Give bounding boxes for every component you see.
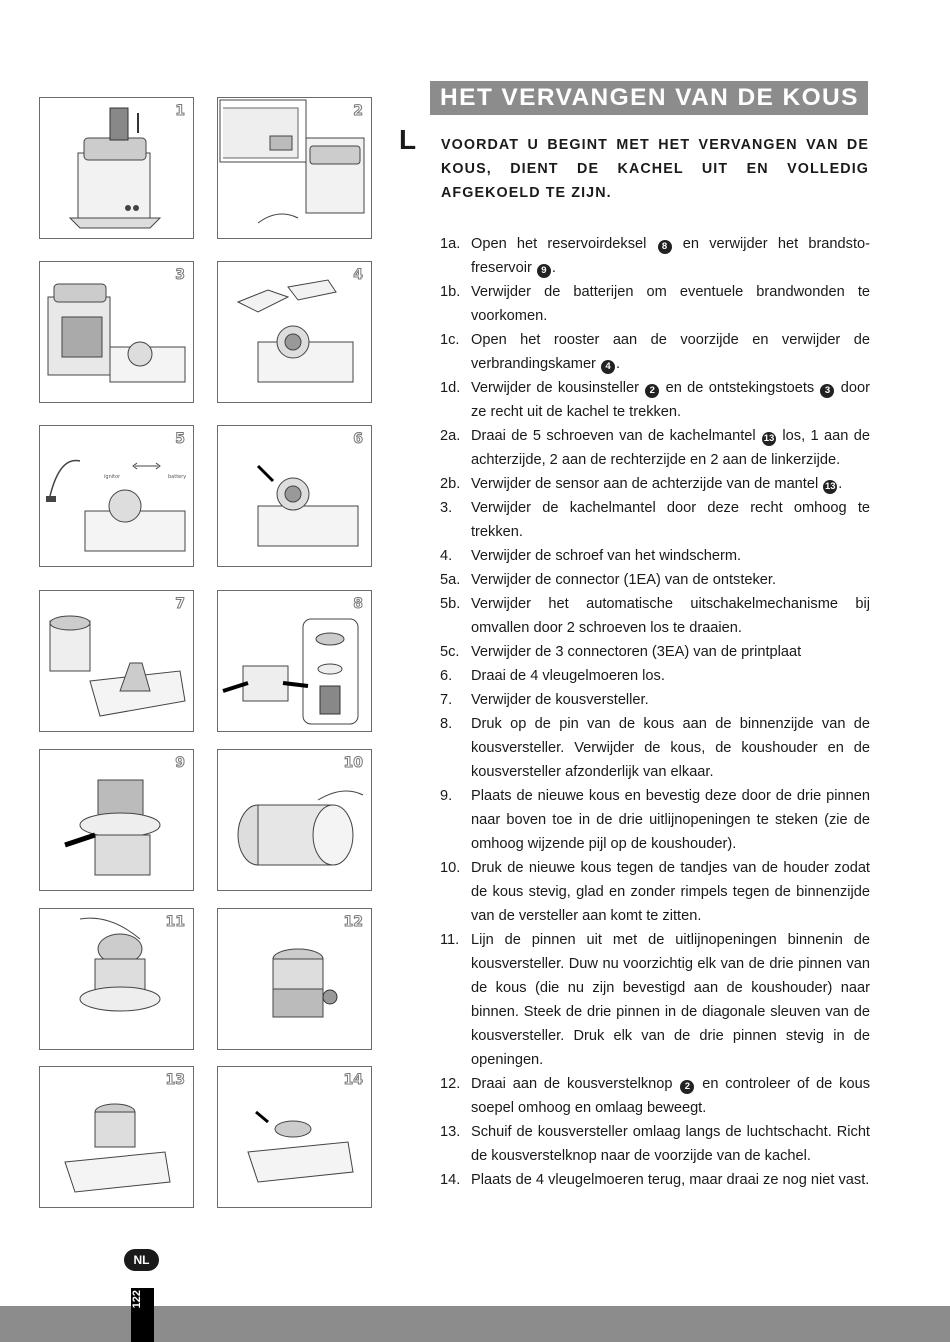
step-number: 2b. (440, 476, 461, 492)
step-number: 1a. (440, 236, 461, 252)
step-number: 1d. (440, 380, 461, 396)
step-item: 8. Druk op de pin van de kous aan de binnenzijde van de kousversteller. Verwijder de kous, de koushouder en de kousversteller afzonderlijk van elkaar. (440, 712, 870, 784)
step-item: 5c. Verwijder de 3 connectoren (3EA) van de printplaat (440, 640, 870, 664)
heater-illustration (218, 591, 371, 731)
battery-label: battery (168, 474, 187, 480)
figure-number: 13 (165, 1072, 185, 1088)
figure-12 (217, 908, 372, 1050)
figure-9 (39, 749, 194, 891)
figure-8 (217, 590, 372, 732)
figure-13 (39, 1066, 194, 1208)
heater-illustration (218, 1067, 371, 1207)
steps-list (440, 232, 870, 1192)
figure-number: 1 (175, 103, 185, 119)
figure-number: 8 (353, 596, 363, 612)
part-number-badge: 4 (601, 360, 615, 374)
step-item: 1b. Verwijder de batterijen om eventuele brandwonden te voorkomen. (440, 280, 870, 328)
step-number: 4. (440, 548, 453, 564)
step-item: 7. Verwijder de kousversteller. (440, 688, 870, 712)
figure-number: 10 (343, 755, 363, 771)
heater-illustration (218, 909, 371, 1049)
figure-3 (39, 261, 194, 403)
step-item: 14. Plaats de 4 vleugelmoeren terug, maar draai ze nog niet vast. (440, 1168, 870, 1192)
step-number: 13. (440, 1124, 461, 1140)
step-item: 5a. Verwijder de connector (1EA) van de ontsteker. (440, 568, 870, 592)
figure-number: 4 (353, 267, 363, 283)
step-item: 1d. Verwijder de kousinsteller 2 en de ontstekingstoets 3 door ze recht uit de kachel te trekken. (440, 376, 870, 424)
warning-text: VOORDAT U BEGINT MET HET VERVANGEN VAN DE KOUS, DIENT DE KACHEL UIT EN VOLLEDIG AFGEKOELD TE ZIJN. (441, 137, 869, 201)
step-item: 4. Verwijder de schroef van het windscherm. (440, 544, 870, 568)
part-number-badge: 2 (680, 1080, 694, 1094)
step-number: 2a. (440, 428, 461, 444)
part-number-badge: 3 (820, 384, 834, 398)
section-title-bar (430, 81, 868, 115)
figure-number: 6 (353, 431, 363, 447)
step-item: 11. Lijn de pinnen uit met de uitlijnopeningen binnenin de kousversteller. Duw nu voorzichtig elk van de drie pinnen van de kous (die nu zijn bevestigd aan de koushouder) naar binnen. Steek de drie pinnen in de diagonale sleuven van de kousversteller. Druk elk van de drie pinnen stevig in de openingen. (440, 928, 870, 1072)
step-number: 1b. (440, 284, 461, 300)
figure-number: 3 (175, 267, 185, 283)
section-marker: L (399, 124, 417, 155)
figure-4 (217, 261, 372, 403)
heater-illustration (218, 98, 371, 238)
part-number-badge: 9 (537, 264, 551, 278)
step-item: 13. Schuif de kousversteller omlaag langs de luchtschacht. Richt de kousverstelknop naar de voorzijde van de kachel. (440, 1120, 870, 1168)
part-number-badge: 13 (824, 481, 836, 492)
step-number: 3. (440, 500, 453, 516)
section-title: HET VERVANGEN VAN DE KOUS (440, 84, 859, 111)
step-number: 1c. (440, 332, 460, 348)
step-item: 1a. Open het reservoirdeksel 8 en verwijder het brandstofreservoir 9 . (440, 232, 870, 280)
part-number-badge: 8 (658, 240, 672, 254)
ignitor-label: ignitor (104, 474, 121, 480)
figure-number: 2 (353, 103, 363, 119)
heater-illustration (40, 1067, 193, 1207)
page-number: 122 (131, 1290, 143, 1309)
heater-illustration (218, 426, 371, 566)
step-number: 5c. (440, 644, 460, 660)
heater-illustration (40, 591, 193, 731)
figure-number: 14 (343, 1072, 363, 1088)
heater-illustration (40, 262, 193, 402)
step-number: 7. (440, 692, 453, 708)
figure-number: 11 (165, 914, 185, 930)
heater-illustration (40, 98, 193, 238)
step-item: 2b. Verwijder de sensor aan de achterzijde van de mantel 13 . (440, 472, 870, 496)
step-item: 10. Druk de nieuwe kous tegen de tandjes van de houder zodat de kous stevig, glad en zonder rimpels tegen de binnenzijde van de versteller aan komt te zitten. (440, 856, 870, 928)
figure-10 (217, 749, 372, 891)
step-number: 14. (440, 1172, 461, 1188)
step-number: 10. (440, 860, 461, 876)
heater-illustration (40, 750, 193, 890)
step-item: 1c. Open het rooster aan de voorzijde en verwijder de verbrandingskamer 4 . (440, 328, 870, 376)
heater-illustration (218, 750, 371, 890)
step-item: 3. Verwijder de kachelmantel door deze recht omhoog te trekken. (440, 496, 870, 544)
figure-1 (39, 97, 194, 239)
language-badge: NL (124, 1249, 159, 1271)
step-number: 6. (440, 668, 453, 684)
step-number: 11. (440, 932, 460, 948)
figure-6 (217, 425, 372, 567)
step-item: 2a. Draai de 5 schroeven van de kachelmantel 13 los, 1 aan de achterzijde, 2 aan de rechterzijde en 2 aan de linkerzijde. (440, 424, 870, 472)
step-number: 8. (440, 716, 453, 732)
heater-illustration (40, 909, 193, 1049)
figure-7 (39, 590, 194, 732)
page-number-tab (131, 1288, 154, 1342)
figure-number: 9 (175, 755, 185, 771)
step-item: 9. Plaats de nieuwe kous en bevestig deze door de drie pinnen naar boven toe in de drie uitlijnopeningen te steken (zie de omhoog wijzende pijl op de koushouder). (440, 784, 870, 856)
figure-number: 12 (343, 914, 363, 930)
figure-2 (217, 97, 372, 239)
figure-11 (39, 908, 194, 1050)
step-item: 6. Draai de 4 vleugelmoeren los. (440, 664, 870, 688)
figure-number: 7 (175, 596, 185, 612)
part-number-badge: 13 (763, 433, 775, 444)
step-item: 5b. Verwijder het automatische uitschakelmechanisme bij omvallen door 2 schroeven los te draaien. (440, 592, 870, 640)
heater-illustration (218, 262, 371, 402)
step-number: 12. (440, 1076, 461, 1092)
step-number: 5b. (440, 596, 461, 612)
figure-number: 5 (175, 431, 185, 447)
part-number-badge: 2 (645, 384, 659, 398)
step-number: 5a. (440, 572, 461, 588)
step-item: 12. Draai aan de kousverstelknop 2 en controleer of de kous soepel omhoog en omlaag beweegt. (440, 1072, 870, 1120)
figure-14 (217, 1066, 372, 1208)
figure-5 (39, 425, 194, 567)
step-number: 9. (440, 788, 453, 804)
heater-illustration (40, 426, 193, 566)
